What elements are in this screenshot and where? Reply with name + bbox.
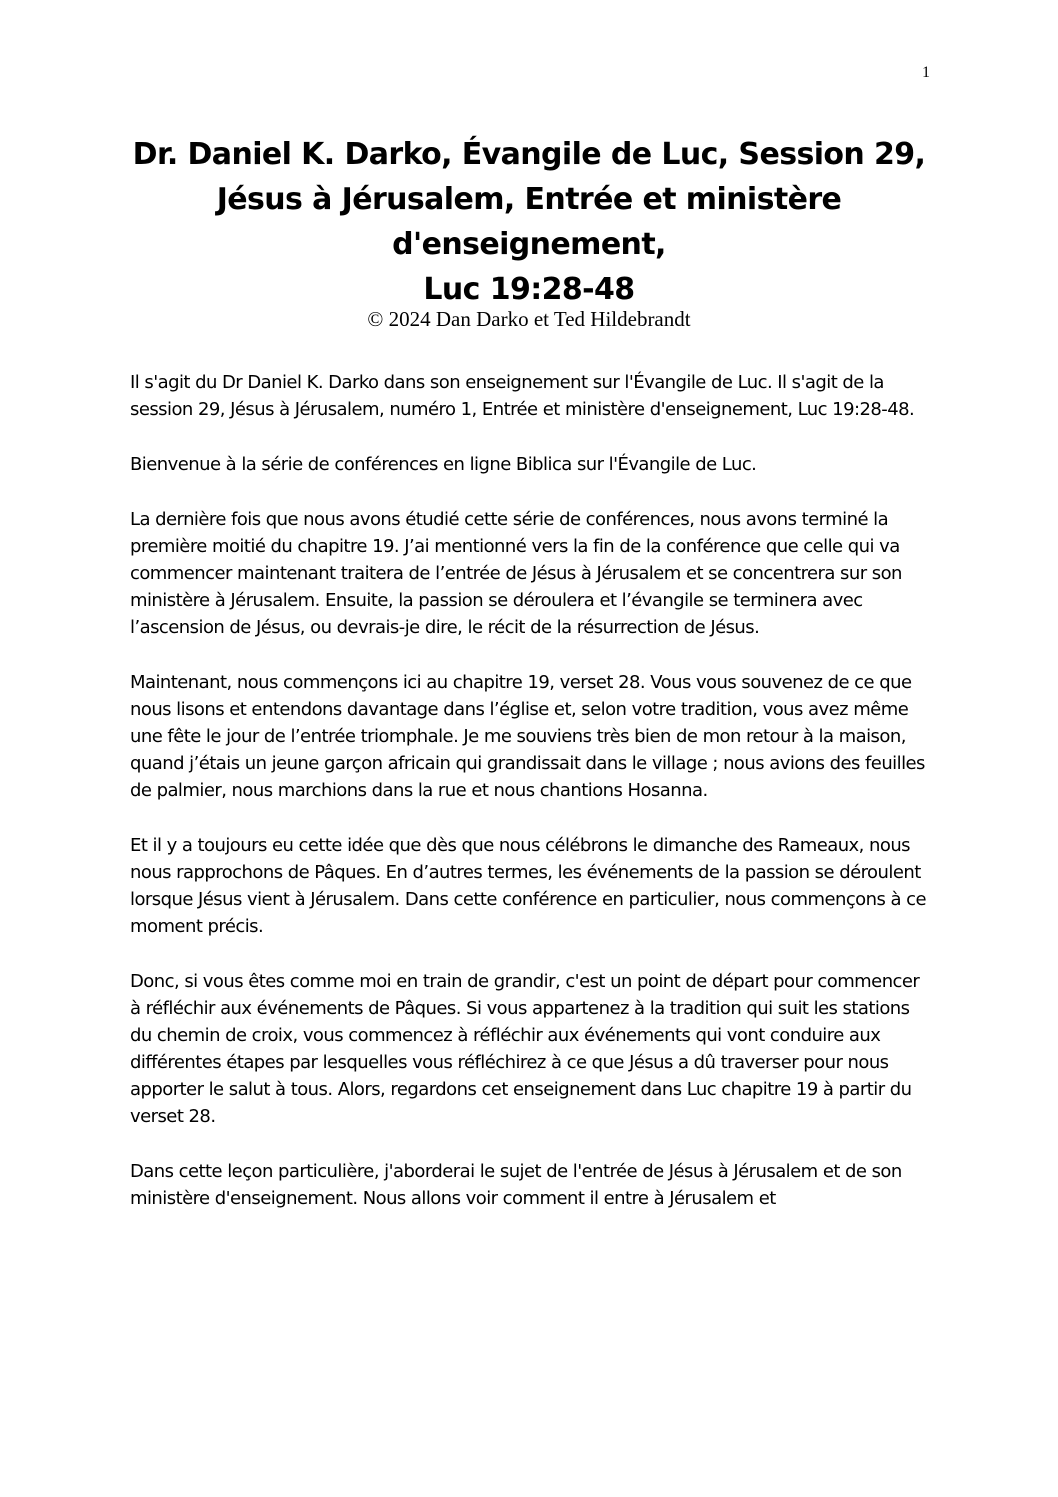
title-line-2: Jésus à Jérusalem, Entrée et ministère [216, 182, 842, 217]
page-number: 1 [922, 64, 930, 81]
paragraph-1: Il s'agit du Dr Daniel K. Darko dans son enseignement sur l'Évangile de Luc. Il s'agit de la session 29, Jésus à Jérusalem, numéro 1, Entrée et ministère d'enseignement, Luc 19:28-48. [130, 372, 915, 420]
copyright-line: © 2024 Dan Darko et Ted Hildebrandt [367, 307, 691, 331]
title-line-3: d'enseignement, [392, 227, 666, 262]
paragraph-7: Dans cette leçon particulière, j'aborderai le sujet de l'entrée de Jésus à Jérusalem et de son ministère d'enseignement. Nous allons voir comment il entre à Jérusalem et [130, 1161, 902, 1209]
title-line-4: Luc 19:28-48 [423, 272, 635, 307]
title-line-1: Dr. Daniel K. Darko, Évangile de Luc, Session 29, [132, 137, 926, 172]
paragraph-2: Bienvenue à la série de conférences en ligne Biblica sur l'Évangile de Luc. [130, 454, 757, 475]
paragraph-4: Maintenant, nous commençons ici au chapitre 19, verset 28. Vous vous souvenez de ce que nous lisons et entendons davantage dans l’église et, selon votre tradition, vous avez même une fête le jour de l’entrée triomphale. Je me souviens très bien de mon retour à la maison, quand j’étais un jeune garçon africain qui grandissait dans le village ; nous avions des feuilles de palmier, nous marchions dans la rue et nous chantions Hosanna. [130, 672, 925, 801]
paragraph-5: Et il y a toujours eu cette idée que dès que nous célébrons le dimanche des Rameaux, nous nous rapprochons de Pâques. En d’autres termes, les événements de la passion se déroulent lorsque Jésus vient à Jérusalem. Dans cette conférence en particulier, nous commençons à ce moment précis. [130, 835, 927, 937]
body-text [130, 369, 930, 1240]
paragraph-3: La dernière fois que nous avons étudié cette série de conférences, nous avons terminé la première moitié du chapitre 19. J’ai mentionné vers la fin de la conférence que celle qui va commencer maintenant traitera de l’entrée de Jésus à Jérusalem et se concentrera sur son ministère à Jérusalem. Ensuite, la passion se déroulera et l’évangile se terminera avec l’ascension de Jésus, ou devrais-je dire, le récit de la résurrection de Jésus. [130, 509, 902, 638]
title-block [80, 132, 978, 332]
paragraph-6: Donc, si vous êtes comme moi en train de grandir, c'est un point de départ pour commencer à réfléchir aux événements de Pâques. Si vous appartenez à la tradition qui suit les stations du chemin de croix, vous commencez à réfléchir aux événements qui vont conduire aux différentes étapes par lesquelles vous réfléchirez à ce que Jésus a dû traverser pour nous apporter le salut à tous. Alors, regardons cet enseignement dans Luc chapitre 19 à partir du verset 28. [130, 971, 920, 1127]
